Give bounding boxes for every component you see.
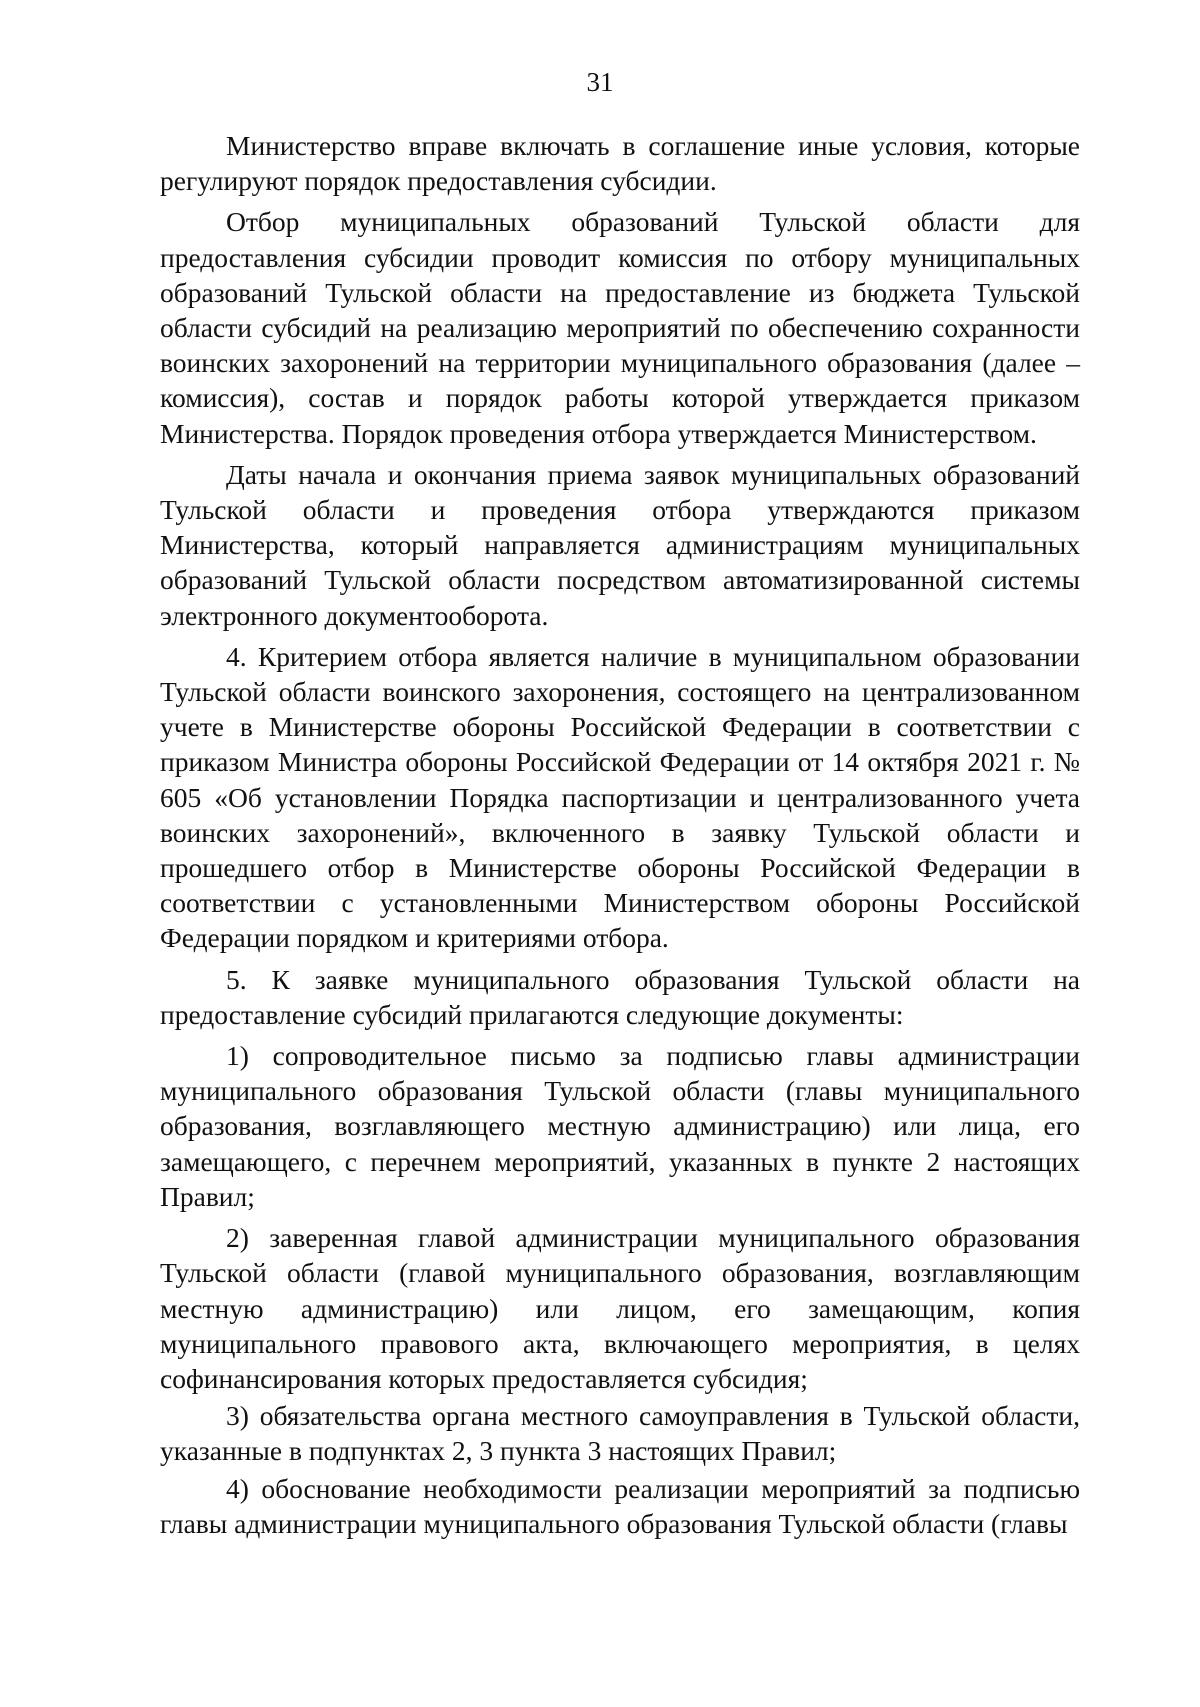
document-body (160, 128, 1080, 1541)
paragraph-subitem-2: 2) заверенная главой администрации муниципального образования Тульской области (главой муниципального образования, возглавляющим местную администрацию) или лицом, его замещающим, копия муниципального правового акта, включающего мероприятия, в целях софинансирования которых предоставляется субсидия; (160, 1222, 1080, 1394)
paragraph-item-4-criterion: 4. Критерием отбора является наличие в муниципальном образовании Тульской области воинского захоронения, состоящего на централизованном учете в Министерстве обороны Российской Федерации в соответствии с приказом Министра обороны Российской Федерации от 14 октября 2021 г. № 605 «Об установлении Порядка паспортизации и централизованного учета воинских захоронений», включенного в заявку Тульской области и прошедшего отбор в Министерстве обороны Российской Федерации в соответствии с установленными Министерством обороны Российской Федерации порядком и критериями отбора. (160, 640, 1080, 954)
paragraph-subitem-1: 1) сопроводительное письмо за подписью главы администрации муниципального образования Тульской области (главы муниципального образования, возглавляющего местную администрацию) или лица, его замещающего, с перечнем мероприятий, указанных в пункте 2 настоящих Правил; (160, 1040, 1080, 1212)
paragraph-item-5-documents: 5. К заявке муниципального образования Тульской области на предоставление субсидий прилагаются следующие документы: (160, 963, 1080, 1030)
page-number: 31 (586, 67, 614, 97)
paragraph-application-dates: Даты начала и окончания приема заявок муниципальных образований Тульской области и проведения отбора утверждаются приказом Министерства, который направляется администрациям муниципальных образований Тульской области посредством автоматизированной системы электронного документооборота. (160, 458, 1080, 631)
paragraph-subitem-3: 3) обязательства органа местного самоуправления в Тульской области, указанные в подпунктах 2, 3 пункта 3 настоящих Правил; (160, 1400, 1080, 1467)
paragraph-selection-commission: Отбор муниципальных образований Тульской области для предоставления субсидии проводит комиссия по отбору муниципальных образований Тульской области на предоставление из бюджета Тульской области субсидий на реализацию мероприятий по обеспечению сохранности воинских захоронений на территории муниципального образования (далее – комиссия), состав и порядок работы которой утверждается приказом Министерства. Порядок проведения отбора утверждается Министерством. (160, 206, 1080, 449)
paragraph-subitem-4: 4) обоснование необходимости реализации мероприятий за подписью главы администрации муниципального образования Тульской области (главы (160, 1472, 1080, 1539)
paragraph-agreement-conditions: Министерство вправе включать в соглашение иные условия, которые регулируют порядок предоставления субсидии. (160, 130, 1080, 197)
